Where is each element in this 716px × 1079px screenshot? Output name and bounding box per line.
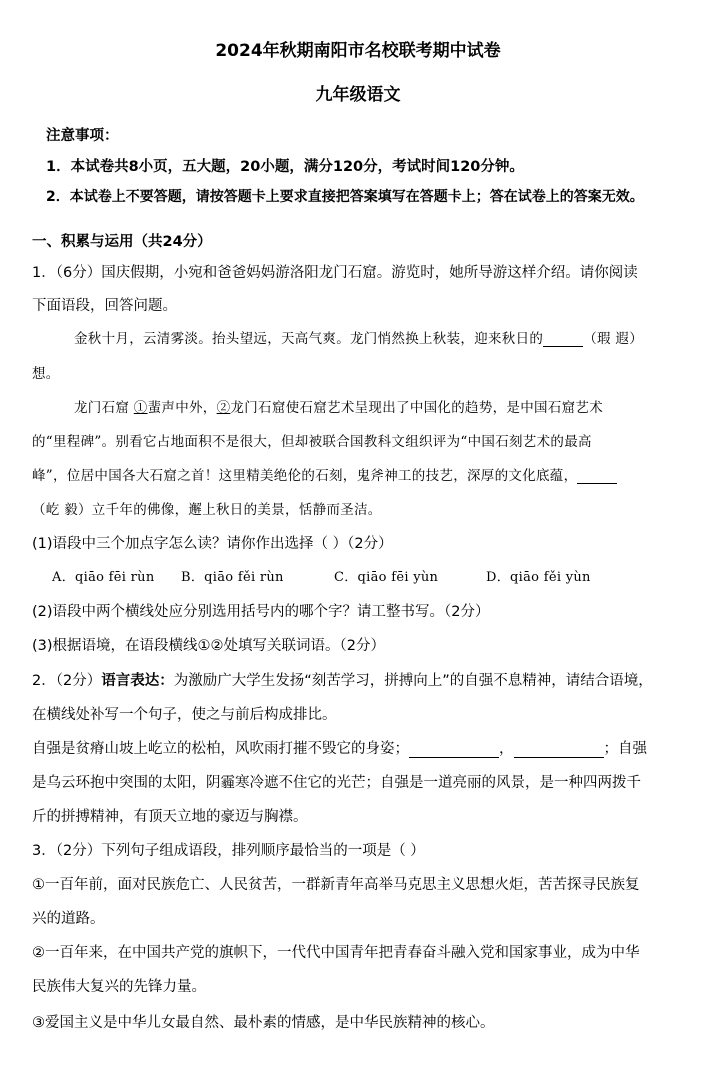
passage-line3 [74,396,702,416]
passage-p1-text: 金秋十月，云清雾淡。抬头望远，天高气爽。龙门悄然换上秋装，迎来秋日的 [74,331,544,347]
answer-blank-2[interactable] [514,741,604,758]
passage-line4: 的“里程碑”。别看它占地面积不是很大，但却被联合国教科文组织评为“中国石刻艺术的最高 [32,434,592,450]
blank-marker-2[interactable]: ② [216,400,231,416]
q2-prefix: 2．（2分） [32,673,102,689]
option-b[interactable]: B．qiāo fěi rùn [181,570,284,585]
passage-p1-choice: （瑕 遐） [583,331,643,347]
passage-line1 [74,327,702,347]
q2-stem-line2: 在横线处补写一个句子，使之与前后构成排比。 [32,707,337,723]
q2-text-end: ；自强 [603,741,647,757]
passage-p2-text-b: 蜚声中外， [147,400,217,416]
q2-text-sep: ， [499,741,514,757]
q3-stem: 3．（2分）下列句子组成语段，排列顺序最恰当的一项是（ ） [32,843,425,859]
q3-sentence-3: ③爱国主义是中华儿女最自然、最朴素的情感，是中华民族精神的核心。 [32,1015,495,1031]
option-c[interactable]: C．qiāo fēi yùn [334,570,439,585]
option-a[interactable]: A．qiāo fēi rùn [52,570,155,585]
q3-sentence-2-line2: 民族伟大复兴的先锋力量。 [32,979,206,995]
q3-sentence-2-line1: ②一百年来，在中国共产党的旗帜下，一代代中国青年把青春奋斗融入党和国家事业，成为中华 [32,945,640,961]
q2-text-a: 自强是贫瘠山坡上屹立的松柏，风吹雨打摧不毁它的身姿； [32,741,409,757]
section-heading: 一、积累与运用（共24分） [32,234,212,250]
notice-heading: 注意事项： [46,128,119,144]
notice-item-2: 2．本试卷上不要答题，请按答题卡上要求直接把答案填写在答题卡上；答在试卷上的答案无效。 [46,189,644,205]
q1-sub1: (1)语段中三个加点字怎么读？请你作出选择（ ）（2分） [32,536,393,552]
answer-blank-1[interactable] [409,741,499,758]
exam-subject: 九年级语文 [315,85,401,105]
fill-blank-1[interactable] [543,330,583,347]
q2-text-line3: 斤的拼搏精神，有顶天立地的豪迈与胸襟。 [32,809,308,825]
notice-item-1: 1．本试卷共8小页，五大题，20小题，满分120分，考试时间120分钟。 [46,159,524,175]
q3-sentence-1-line2: 兴的道路。 [32,911,105,927]
option-d[interactable]: D．qiāo fěi yùn [486,570,591,585]
q2-stem-line1 [32,669,702,690]
passage-line5-text: 峰”，位居中国各大石窟之首！这里精美绝伦的石刻，鬼斧神工的技艺，深厚的文化底蕴， [32,468,578,484]
q1-stem-line1: 1．（6分）国庆假期，小宛和爸爸妈妈游洛阳龙门石窟。游览时，她所导游这样介绍。请你阅读 [32,265,638,281]
q2-label: 语言表达： [101,673,174,689]
q1-sub2: (2)语段中两个横线处应分别选用括号内的哪个字？请工整书写。（2分） [32,604,490,620]
passage-p2-text-a: 龙门石窟 [74,400,130,416]
q3-sentence-1-line1: ①一百年前，面对民族危亡、人民贫苦，一群新青年高举马克思主义思想火炬，苦苦探寻民族复 [32,877,640,893]
q2-stem-rest: 为激励广大学生发扬“刻苦学习，拼搏向上”的自强不息精神，请结合语境， [173,673,653,689]
blank-marker-1[interactable]: ① [133,400,148,416]
q2-text-line1 [32,737,702,758]
exam-title: 2024年秋期南阳市名校联考期中试卷 [215,41,501,61]
q1-options [52,566,702,585]
passage-line2: 想。 [32,366,60,382]
passage-line6: （屹 毅）立千年的佛像，邂上秋日的美景，恬静而圣洁。 [32,502,382,518]
fill-blank-2[interactable] [577,467,617,484]
passage-p2-text-c: 龙门石窟使石窟艺术呈现出了中国化的趋势，是中国石窟艺术 [230,400,604,416]
q2-text-line2: 是乌云环抱中突围的太阳，阴霾寒冷遮不住它的光芒；自强是一道亮丽的风景，是一种四两拨千 [32,775,641,791]
q1-stem-line2: 下面语段，回答问题。 [32,298,177,314]
q1-sub3: (3)根据语境，在语段横线①②处填写关联词语。（2分） [32,638,386,654]
passage-line5 [32,464,702,484]
